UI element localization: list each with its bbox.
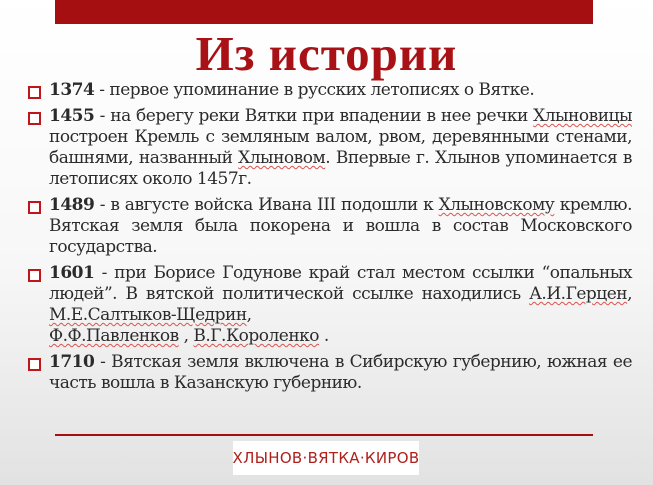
item-text — [49, 352, 632, 394]
spellcheck-word: Ф.Ф.Павленков — [49, 326, 179, 346]
item-text — [49, 80, 632, 101]
list-item — [28, 195, 632, 258]
item-body: , — [246, 305, 252, 325]
list-item — [28, 352, 632, 394]
checkbox-bullet-icon — [28, 112, 41, 125]
item-year: 1601 — [49, 263, 95, 283]
checkbox-bullet-icon — [28, 201, 41, 214]
list-item — [28, 80, 632, 101]
checkbox-bullet-icon — [28, 86, 41, 99]
item-line — [49, 326, 632, 347]
item-body: , — [627, 284, 632, 304]
slide-title: Из истории — [195, 26, 458, 81]
item-year: 1710 — [49, 352, 95, 372]
spellcheck-word: Хлыновом — [238, 148, 326, 168]
spellcheck-word: В.Г.Короленко — [193, 326, 320, 346]
item-body: построен Кремль с земляным валом, рвом, деревянными стенами, башнями, названный — [49, 127, 632, 168]
checkbox-bullet-icon — [28, 358, 41, 371]
item-year: 1455 — [49, 106, 95, 126]
item-line — [49, 263, 632, 326]
item-body: - первое упоминание в русских летописях о Вятке. — [94, 80, 535, 100]
item-body: - Вятская земля включена в Сибирскую губернию, южная ее часть вошла в Казанскую губернию. — [49, 352, 632, 393]
list-item — [28, 106, 632, 190]
item-body: - при Борисе Годунове край стал местом ссылки “опальных людей”. В вятской политической ссылке находились — [49, 263, 632, 304]
item-year: 1489 — [49, 195, 95, 215]
item-text — [49, 195, 632, 258]
item-text — [49, 106, 632, 190]
spellcheck-word: М.Е.Салтыков-Щедрин — [49, 305, 247, 325]
list-item — [28, 263, 632, 347]
brand-logo: ХЛЫНОВ·ВЯТКА·КИРОВ — [233, 441, 419, 475]
history-list — [28, 80, 632, 399]
item-year: 1374 — [49, 80, 95, 100]
bottom-divider — [55, 434, 593, 436]
item-body: . — [319, 326, 329, 346]
spellcheck-word: Хлыновскому — [438, 195, 555, 215]
item-body: , — [178, 326, 194, 346]
spellcheck-word: А.И.Герцен — [529, 284, 628, 304]
item-text — [49, 263, 632, 347]
item-body: - в августе войска Ивана III подошли к — [94, 195, 439, 215]
item-body: - на берегу реки Вятки при впадении в нее речки — [94, 106, 534, 126]
checkbox-bullet-icon — [28, 269, 41, 282]
top-accent-bar — [55, 0, 593, 24]
spellcheck-word: Хлыновицы — [533, 106, 632, 126]
item-body: . Впервые г. Хлынов упоминается в летописях около 1457г. — [49, 148, 632, 189]
item-body: кремлю. Вятская земля была покорена и вошла в состав Московского государства. — [49, 195, 632, 257]
